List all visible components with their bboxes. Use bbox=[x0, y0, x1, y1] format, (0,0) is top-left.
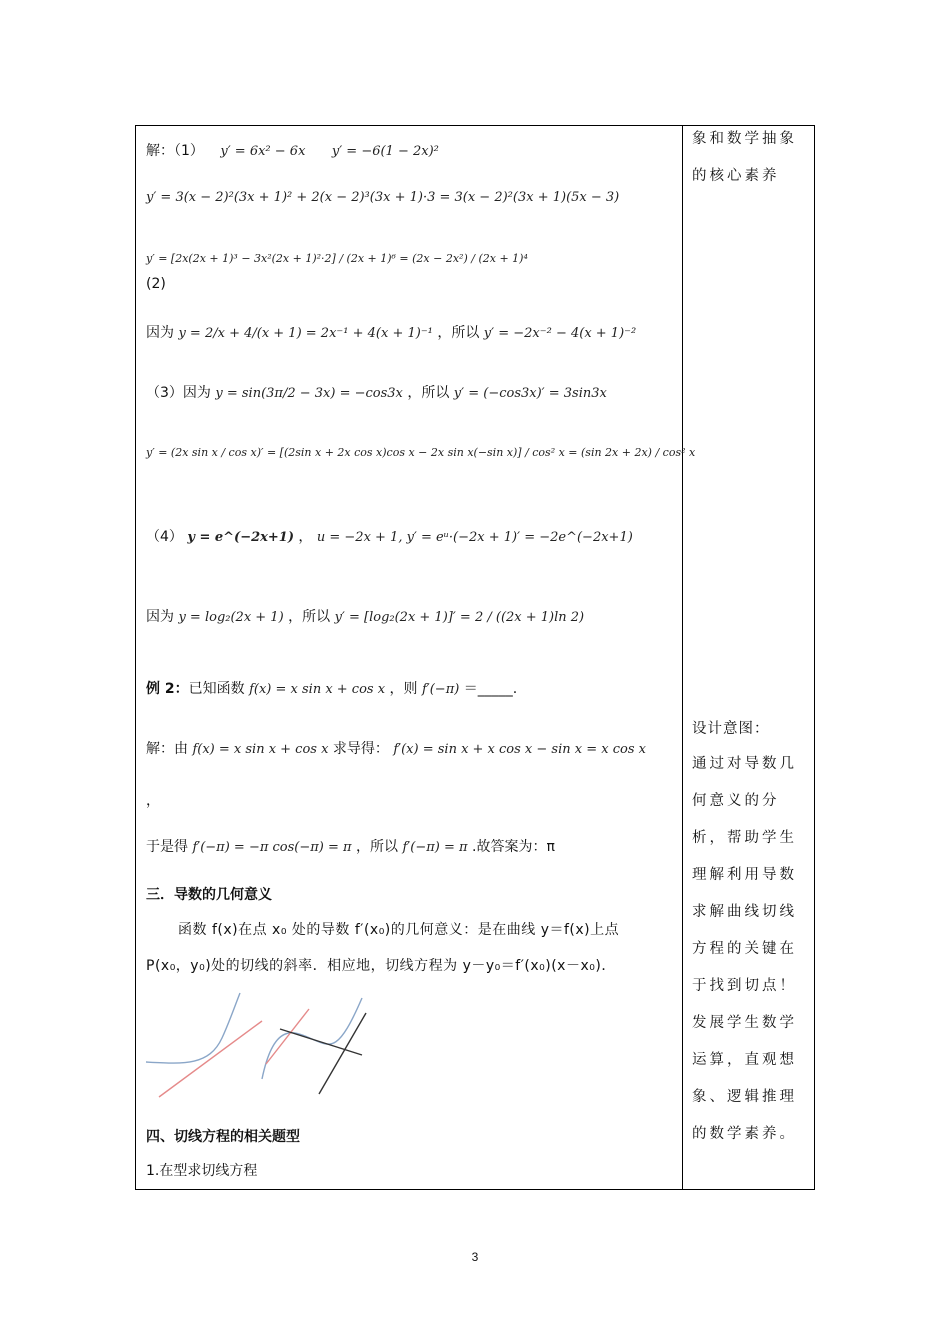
solution-line-7 bbox=[146, 526, 633, 546]
notes-column bbox=[683, 126, 816, 1189]
text: 因为 bbox=[146, 325, 174, 341]
equation: u = −2x + 1, y′ = eᵘ·(−2x + 1)′ = −2e^(−2x+1) bbox=[316, 530, 633, 545]
design-intent-label: 设计意图： bbox=[692, 721, 770, 737]
equation: y′ = −2x⁻² − 4(x + 1)⁻² bbox=[483, 326, 637, 341]
solution-line-8 bbox=[146, 606, 584, 626]
text: 于是得 bbox=[146, 839, 188, 855]
text: .故答案为：π bbox=[472, 839, 555, 855]
part-label: （3）因为 bbox=[146, 385, 211, 401]
equation: f(x) = x sin x + cos x bbox=[192, 742, 329, 757]
text: ，所以 bbox=[288, 609, 331, 625]
cubic-curve bbox=[146, 993, 240, 1063]
equation: f′(−π) = −π cos(−π) = π bbox=[192, 840, 352, 855]
text: 因为 bbox=[146, 609, 174, 625]
solution-line-5 bbox=[146, 382, 607, 402]
design-intent-text: 通过对导数几何意义的分析，帮助学生理解利用导数求解曲线切线方程的关键在于找到切点！发展学生数学运算，直观想象、逻辑推理的数学素养。 bbox=[692, 756, 797, 1142]
paragraph-line: 函数 f(x)在点 x₀ 处的导数 f′(x₀)的几何意义：是在曲线 y＝f(x)上点 bbox=[178, 922, 620, 938]
answer-blank: ＝_____. bbox=[463, 681, 518, 697]
text: 求导得： bbox=[332, 741, 389, 757]
equation: f′(x) = sin x + x cos x − sin x = x cos x bbox=[393, 742, 646, 757]
lesson-table bbox=[135, 125, 815, 1190]
equation: y = e^(−2x+1) bbox=[187, 530, 294, 545]
section-4-title: 四、切线方程的相关题型 bbox=[146, 1129, 300, 1145]
solution-label: 解：（1） bbox=[146, 143, 204, 159]
example-2 bbox=[146, 678, 517, 698]
equation: y′ = [2x(2x + 1)³ − 3x²(2x + 1)²·2] / (2x + 1)⁶ = (2x − 2x²) / (2x + 1)⁴ bbox=[146, 252, 528, 265]
equation: y′ = [log₂(2x + 1)]′ = 2 / ((2x + 1)ln 2) bbox=[334, 610, 585, 625]
equation: y = sin(3π/2 − 3x) = −cos3x bbox=[215, 386, 403, 401]
equation: y′ = 6x² − 6x bbox=[220, 144, 306, 159]
example-2-solution bbox=[146, 738, 646, 758]
paragraph-line: P(x₀，y₀)处的切线的斜率．相应地，切线方程为 y－y₀＝f′(x₀)(x－x₀)． bbox=[146, 958, 616, 974]
text: 已知函数 bbox=[188, 681, 245, 697]
equation: f′(−π) bbox=[421, 682, 460, 697]
list-item: 1.在型求切线方程 bbox=[146, 1163, 258, 1179]
text: ，所以 bbox=[407, 385, 450, 401]
part-label: (2) bbox=[146, 276, 166, 292]
section-3-title: 三．导数的几何意义 bbox=[146, 887, 272, 903]
solution-line-4 bbox=[146, 322, 636, 342]
side-note-top: 象和数学抽象的核心素养 bbox=[692, 131, 797, 184]
equation: f′(−π) = π bbox=[402, 840, 468, 855]
part-label: （4） bbox=[146, 529, 183, 545]
text: ， bbox=[146, 793, 160, 809]
equation: y = log₂(2x + 1) bbox=[178, 610, 284, 625]
text: ，所以 bbox=[437, 325, 480, 341]
equation: f(x) = x sin x + cos x bbox=[249, 682, 386, 697]
page-number: 3 bbox=[471, 1250, 479, 1264]
tangent-line-graphs bbox=[144, 991, 374, 1103]
solution-line-1 bbox=[146, 140, 439, 160]
equation: y′ = (2x sin x / cos x)′ = [(2sin x + 2x cos x)cos x − 2x sin x(−sin x)] / cos² x = (sin 2x + 2x) / cos² x bbox=[146, 446, 696, 459]
example-label: 例 2： bbox=[146, 681, 189, 697]
example-2-conclusion bbox=[146, 836, 555, 856]
text: ， bbox=[298, 529, 313, 545]
content-column bbox=[136, 126, 696, 1189]
text: 解：由 bbox=[146, 741, 188, 757]
text: ，则 bbox=[389, 681, 418, 697]
equation: y = 2/x + 4/(x + 1) = 2x⁻¹ + 4(x + 1)⁻¹ bbox=[178, 326, 433, 341]
tangent-line bbox=[159, 1021, 262, 1097]
equation: y′ = (−cos3x)′ = 3sin3x bbox=[453, 386, 607, 401]
text: ，所以 bbox=[356, 839, 399, 855]
equation: y′ = −6(1 − 2x)² bbox=[331, 144, 439, 159]
equation: y′ = 3(x − 2)²(3x + 1)² + 2(x − 2)³(3x + 1)·3 = 3(x − 2)²(3x + 1)(5x − 3) bbox=[146, 190, 620, 205]
